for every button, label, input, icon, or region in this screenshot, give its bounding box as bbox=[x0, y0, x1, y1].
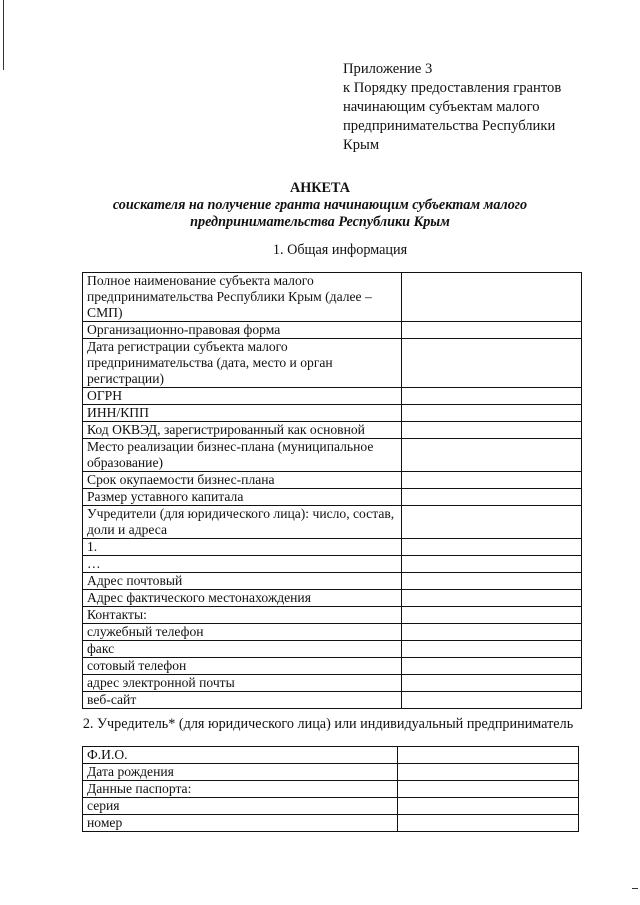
row-value[interactable] bbox=[402, 590, 582, 607]
row-value[interactable] bbox=[398, 798, 579, 815]
row-value[interactable] bbox=[402, 641, 582, 658]
scan-edge-mark bbox=[3, 0, 4, 70]
row-value[interactable] bbox=[402, 658, 582, 675]
row-label: адрес электронной почты bbox=[83, 675, 402, 692]
table-row bbox=[83, 798, 579, 815]
row-label: Адрес почтовый bbox=[83, 573, 402, 590]
row-label: номер bbox=[83, 815, 398, 832]
row-label: ИНН/КПП bbox=[83, 405, 402, 422]
row-label: Данные паспорта: bbox=[83, 781, 398, 798]
row-value[interactable] bbox=[398, 815, 579, 832]
table-row bbox=[83, 539, 582, 556]
row-value[interactable] bbox=[402, 506, 582, 539]
title-main: АНКЕТА bbox=[289, 180, 351, 196]
table-row bbox=[83, 556, 582, 573]
section2-heading: 2. Учредитель* (для юридического лица) или индивидуальный предприниматель bbox=[82, 716, 574, 732]
row-value[interactable] bbox=[402, 339, 582, 388]
table-row bbox=[83, 624, 582, 641]
row-value[interactable] bbox=[402, 472, 582, 489]
row-label: Контакты: bbox=[83, 607, 402, 624]
appendix-line: начинающим субъектам малого bbox=[343, 99, 540, 115]
row-label: служебный телефон bbox=[83, 624, 402, 641]
table-row bbox=[83, 658, 582, 675]
row-label: Код ОКВЭД, зарегистрированный как основной bbox=[83, 422, 402, 439]
row-value[interactable] bbox=[402, 539, 582, 556]
row-label: Организационно-правовая форма bbox=[83, 322, 402, 339]
row-label: сотовый телефон bbox=[83, 658, 402, 675]
row-label: Дата регистрации субъекта малого предпринимательства (дата, место и орган регистрации) bbox=[83, 339, 402, 388]
table-row bbox=[83, 339, 582, 388]
row-value[interactable] bbox=[402, 556, 582, 573]
row-value[interactable] bbox=[398, 764, 579, 781]
row-label: Место реализации бизнес-плана (муниципальное образование) bbox=[83, 439, 402, 472]
section1-heading: 1. Общая информация bbox=[272, 242, 408, 258]
table-row bbox=[83, 747, 579, 764]
table-row bbox=[83, 590, 582, 607]
row-label: Дата рождения bbox=[83, 764, 398, 781]
table-row bbox=[83, 641, 582, 658]
table-row bbox=[83, 764, 579, 781]
row-label: веб-сайт bbox=[83, 692, 402, 709]
table-row bbox=[83, 422, 582, 439]
row-value[interactable] bbox=[402, 322, 582, 339]
appendix-note bbox=[343, 60, 633, 155]
row-label: ОГРН bbox=[83, 388, 402, 405]
row-label: Адрес фактического местонахождения bbox=[83, 590, 402, 607]
document-title bbox=[0, 180, 640, 231]
title-subtitle-line: соискателя на получение гранта начинающим субъектам малого bbox=[112, 197, 528, 213]
row-label: 1. bbox=[83, 539, 402, 556]
appendix-line: к Порядку предоставления грантов bbox=[343, 80, 562, 96]
table-row bbox=[83, 273, 582, 322]
appendix-line: Крым bbox=[343, 137, 380, 153]
row-label: Полное наименование субъекта малого предпринимательства Республики Крым (далее – СМП) bbox=[83, 273, 402, 322]
table-row bbox=[83, 692, 582, 709]
row-value[interactable] bbox=[398, 781, 579, 798]
table-row bbox=[83, 573, 582, 590]
row-label: серия bbox=[83, 798, 398, 815]
table-row bbox=[83, 439, 582, 472]
row-value[interactable] bbox=[402, 489, 582, 506]
row-value[interactable] bbox=[402, 405, 582, 422]
row-value[interactable] bbox=[402, 422, 582, 439]
row-value[interactable] bbox=[402, 675, 582, 692]
table-row bbox=[83, 506, 582, 539]
row-value[interactable] bbox=[402, 692, 582, 709]
row-label: Срок окупаемости бизнес-плана bbox=[83, 472, 402, 489]
table-row bbox=[83, 675, 582, 692]
table-row bbox=[83, 405, 582, 422]
row-value[interactable] bbox=[402, 573, 582, 590]
row-value[interactable] bbox=[402, 388, 582, 405]
row-value[interactable] bbox=[398, 747, 579, 764]
general-info-table bbox=[82, 272, 582, 709]
title-subtitle-line: предпринимательства Республики Крым bbox=[190, 214, 450, 230]
row-label: Размер уставного капитала bbox=[83, 489, 402, 506]
table-row bbox=[83, 472, 582, 489]
scan-edge-mark bbox=[632, 888, 638, 889]
row-value[interactable] bbox=[402, 624, 582, 641]
table-row bbox=[83, 489, 582, 506]
row-label: факс bbox=[83, 641, 402, 658]
row-label: Ф.И.О. bbox=[83, 747, 398, 764]
table-row bbox=[83, 322, 582, 339]
row-label: Учредители (для юридического лица): число, состав, доли и адреса bbox=[83, 506, 402, 539]
row-value[interactable] bbox=[402, 607, 582, 624]
founder-table bbox=[82, 746, 579, 832]
row-label: … bbox=[83, 556, 402, 573]
table-row bbox=[83, 607, 582, 624]
appendix-line: Приложение 3 bbox=[343, 61, 433, 77]
row-value[interactable] bbox=[402, 439, 582, 472]
row-value[interactable] bbox=[402, 273, 582, 322]
appendix-line: предпринимательства Республики bbox=[343, 118, 556, 134]
table-row bbox=[83, 388, 582, 405]
table-row bbox=[83, 781, 579, 798]
table-row bbox=[83, 815, 579, 832]
